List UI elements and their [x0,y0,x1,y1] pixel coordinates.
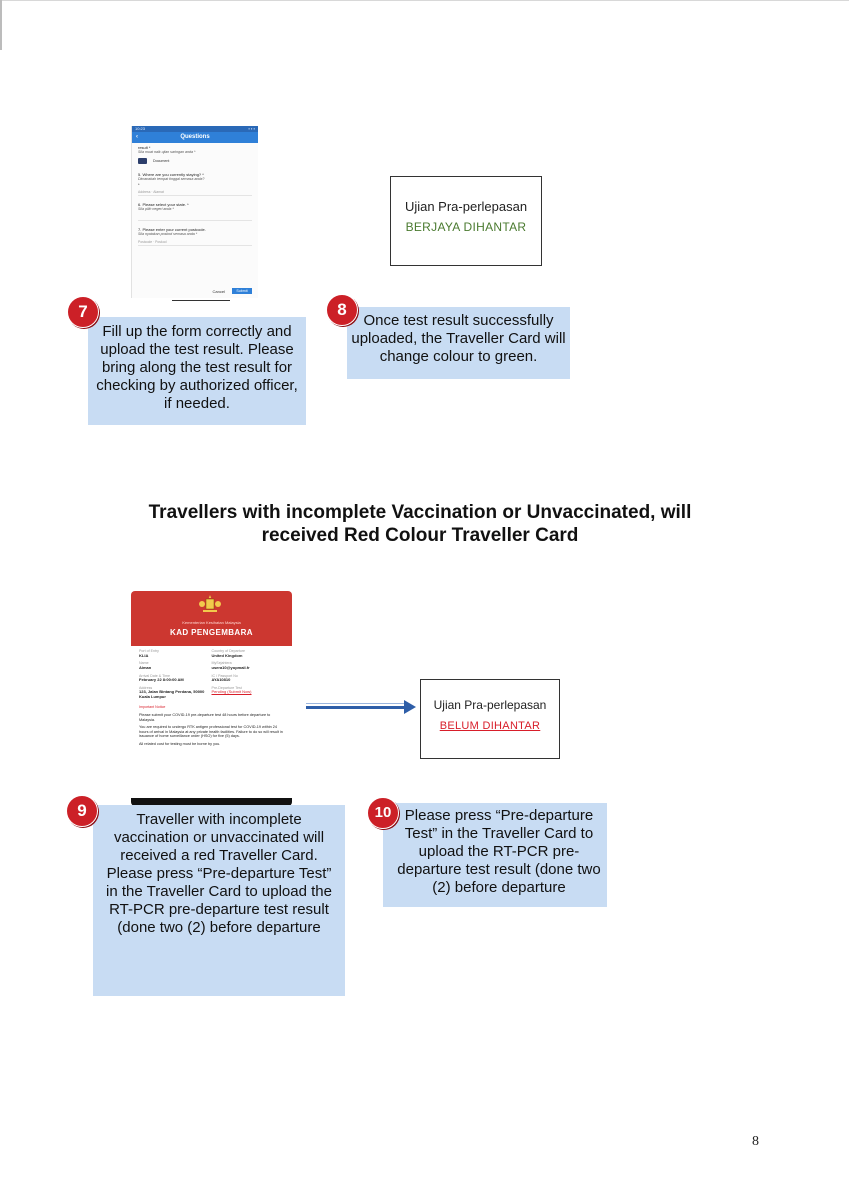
field-label: MySejahtera [211,661,232,666]
malaysia-crest-icon [198,595,222,615]
field-mysejahtera [212,661,285,670]
field-value: United Kingdom [211,652,243,658]
question-7: 7. Please enter your current postcode. [138,227,206,232]
field-label: Port of Entry [139,649,159,653]
status-submitted: BERJAYA DIHANTAR [405,220,527,234]
form-underline [172,300,230,301]
field-label: Pre-Departure Test [211,685,242,690]
field-label: Name [139,661,149,666]
question-6: 6. Please select your state. * [138,202,189,207]
back-arrow-icon[interactable]: ‹ [136,134,138,140]
field-value: Aiman [139,664,152,670]
phone-status-icons: ▪ ▪ ▪ [248,126,255,131]
field-value: February 22 8:00:00 AM [139,677,184,683]
step-10-box [383,803,607,907]
field-name [139,661,212,670]
document-label: Document [153,159,170,163]
step-9-badge: 9 [66,795,98,827]
field-label: Address [139,685,153,690]
field-port-of-entry [139,649,212,658]
question-5-malay: Dimanakah tempat tinggal semasa anda? [138,177,205,181]
step-7-text: Fill up the form correctly and upload the test result. Please bring along the test result for checking by authorized officer, if needed. [96,323,298,412]
step-8-text: Once test result successfully uploaded, the Traveller Card will change colour to green. [351,312,566,365]
phone-status-time: 10:23 [135,126,146,131]
status-title: Ujian Pra-perlepasan [404,199,528,214]
field-label: Arrival Date & Time [139,673,170,678]
question-result-malay: Sila muat naik ujian saringan anda * [138,150,196,154]
status-card-not-submitted [420,679,560,759]
field-passport-no [212,674,285,683]
traveller-card-header [131,591,292,646]
field-value: usera10@yopmail.fr [211,664,250,670]
arrow-shaft [306,706,406,709]
page-top-edge [0,0,849,1]
questions-title: Questions [180,134,210,140]
submit-button[interactable]: Submit [232,288,252,294]
red-traveller-card [131,591,292,806]
step-7-box [88,317,306,425]
ministry-name: Kementerian Kesihatan Malaysia [182,620,241,625]
right-arrow-icon [404,700,416,714]
status-title: Ujian Pra-perlepasan [433,698,547,712]
field-arrival-date [139,674,212,683]
cancel-button[interactable]: Cancel [212,289,225,294]
step-10-badge: 10 [367,797,399,829]
field-label: IC / Passport No [211,673,238,678]
field-value: 123, Jalan Bintang Perdana, 50000 Kuala Lumpur [139,689,205,700]
question-5: 5. Where are you currently staying? * [138,172,204,177]
address-input[interactable]: Address · Alamat [138,189,252,196]
traveller-card-title: KAD PENGEMBARA [170,628,253,637]
pre-departure-test-link[interactable]: Pending (Submit Now) [211,689,252,695]
step-8-box [347,307,570,379]
page-left-edge [0,0,2,50]
question-7-malay: Sila nyatakan poskod semasa anda * [138,232,198,236]
important-notice-label: Important Notice [139,704,166,709]
field-value: AYA10810 [211,677,231,683]
status-not-submitted: BELUM DIHANTAR [439,720,541,732]
notice-1: Please submit your COVID-19 pre-departure test 48 hours before departure to Malaysia. [139,712,271,722]
step-7-badge: 7 [67,296,99,328]
step-9-box [93,805,345,996]
step-10-text: Please press “Pre-departure Test” in the Traveller Card to upload the RT-PCR pre-departure test result (done two (2) before departure [397,807,601,896]
section-heading-line-2: received Red Colour Traveller Card [261,525,579,546]
arrow-highlight [306,703,406,704]
question-5-required-mark: * [138,182,140,187]
notice-3: All related cost for testing must be borne by you. [139,741,221,746]
document-upload-row[interactable] [138,158,252,164]
page-number: 8 [752,1134,759,1149]
questions-form-screenshot [131,126,258,298]
notice-2: You are required to undergo RTK antigen professional test for COVID-19 within 24 hours of arrival in Malaysia at any private health facilities. Failure to do so will result in issuance of home surveillance order (HSO) for five (5) days. [139,725,283,739]
postcode-input[interactable]: Postcode · Poskod [138,239,252,246]
questions-header [132,132,258,143]
step-8-badge: 8 [326,294,358,326]
field-country-of-departure [212,649,285,658]
form-footer [132,286,258,298]
field-label: Country of Departure [211,649,246,653]
field-address [139,686,212,700]
field-value: KLIA [139,652,149,658]
state-select[interactable] [138,214,252,221]
document-icon [138,158,147,164]
traveller-card-body [131,646,292,747]
status-card-submitted [390,176,542,266]
question-result: result * [138,145,151,150]
section-heading-line-1: Travellers with incomplete Vaccination or Unvaccinated, will [148,502,692,523]
traveller-card-fields [139,649,284,703]
step-9-text: Traveller with incomplete vaccination or unvaccinated will received a red Traveller Card. Please press “Pre-departure Test” in the Traveller Card to upload the RT-PCR pre-departure test result (done two (2) before departure [106,811,332,936]
field-pre-departure-test [212,686,285,700]
question-6-malay: Sila pilih negeri anda * [138,207,174,211]
